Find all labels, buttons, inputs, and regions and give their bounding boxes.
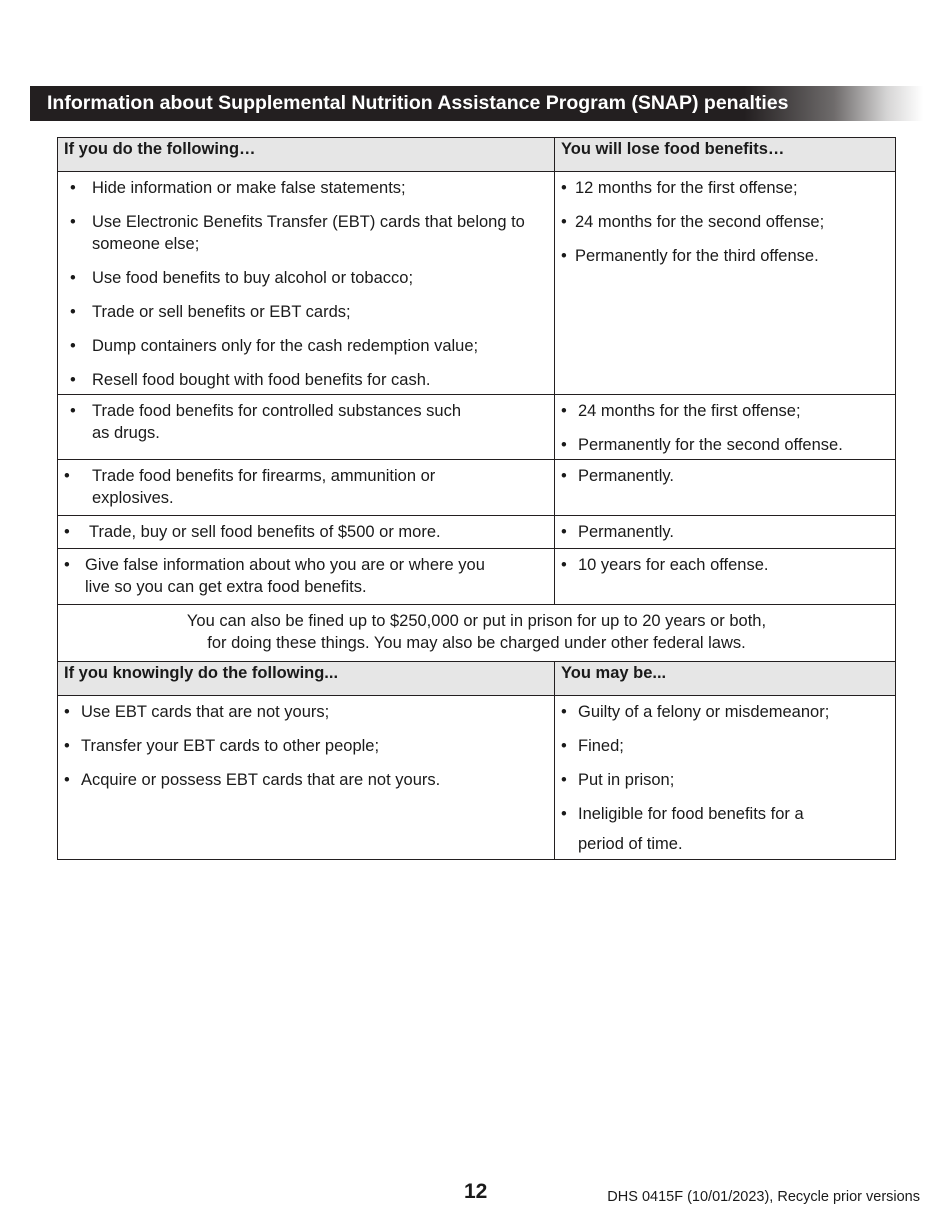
list-item: • Resell food bought with food benefits for cash.	[64, 369, 548, 391]
actions-cell	[58, 395, 555, 460]
list-item: • Trade food benefits for firearms, ammunition or explosives.	[64, 465, 548, 509]
actions-cell	[58, 460, 555, 516]
header-penalties: You will lose food benefits…	[555, 138, 896, 172]
fine-note-row	[58, 605, 896, 662]
header-knowingly-actions: If you knowingly do the following...	[58, 662, 555, 696]
list-item: • 24 months for the first offense;	[561, 400, 889, 422]
actions-cell	[58, 516, 555, 549]
consequences-cell	[555, 696, 896, 860]
penalties-cell	[555, 172, 896, 395]
list-item: • Trade, buy or sell food benefits of $500 or more.	[64, 521, 548, 543]
table-header-row	[58, 138, 896, 172]
table-row	[58, 549, 896, 605]
fine-note-line: You can also be fined up to $250,000 or put in prison for up to 20 years or both,	[186, 612, 767, 630]
form-footer: DHS 0415F (10/01/2023), Recycle prior versions	[607, 1189, 920, 1205]
actions-list	[64, 554, 548, 598]
list-item: • Dump containers only for the cash redemption value;	[64, 335, 548, 357]
consequences-list	[561, 697, 889, 859]
section-banner: Information about Supplemental Nutrition Assistance Program (SNAP) penalties	[30, 86, 923, 121]
list-item: • Use Electronic Benefits Transfer (EBT) cards that belong to someone else;	[64, 211, 548, 255]
table-row	[58, 696, 896, 860]
snap-penalties-table	[57, 137, 896, 860]
list-item: • Permanently.	[561, 521, 889, 543]
penalties-cell	[555, 395, 896, 460]
list-item: • 24 months for the second offense;	[561, 211, 889, 233]
list-item: • Trade food benefits for controlled substances such as drugs.	[64, 400, 548, 444]
actions-cell	[58, 172, 555, 395]
list-item: • Give false information about who you are or where you live so you can get extra food benefits.	[64, 554, 548, 598]
table-row	[58, 460, 896, 516]
penalties-list	[561, 177, 889, 267]
table-row	[58, 172, 896, 395]
actions-list	[64, 400, 548, 444]
table-row	[58, 395, 896, 460]
list-item: • 12 months for the first offense;	[561, 177, 889, 199]
list-item: • Use food benefits to buy alcohol or tobacco;	[64, 267, 548, 289]
list-item: • Hide information or make false statements;	[64, 177, 548, 199]
penalties-list	[561, 400, 889, 456]
fine-note	[58, 605, 896, 662]
list-item: • Put in prison;	[561, 765, 889, 795]
list-item: • Trade or sell benefits or EBT cards;	[64, 301, 548, 323]
list-item: • Ineligible for food benefits for a period of time.	[561, 799, 889, 859]
penalties-list	[561, 554, 889, 576]
list-item: • Acquire or possess EBT cards that are not yours.	[64, 769, 548, 791]
header-consequences: You may be...	[555, 662, 896, 696]
actions-cell	[58, 549, 555, 605]
list-item: • Guilty of a felony or misdemeanor;	[561, 697, 889, 727]
list-item: • Use EBT cards that are not yours;	[64, 701, 548, 723]
penalties-cell	[555, 516, 896, 549]
list-item: • Permanently.	[561, 465, 889, 487]
page-number: 12	[464, 1180, 488, 1203]
list-item: • Permanently for the second offense.	[561, 434, 889, 456]
actions-list	[64, 177, 548, 391]
actions-list	[64, 465, 548, 509]
table-row	[58, 516, 896, 549]
list-item: • Transfer your EBT cards to other people;	[64, 735, 548, 757]
actions-cell	[58, 696, 555, 860]
actions-list	[64, 521, 548, 543]
actions-list	[64, 701, 548, 791]
penalties-list	[561, 521, 889, 543]
list-item: • Permanently for the third offense.	[561, 245, 889, 267]
header-actions: If you do the following…	[58, 138, 555, 172]
penalties-cell	[555, 460, 896, 516]
penalties-list	[561, 465, 889, 487]
fine-note-line: for doing these things. You may also be charged under other federal laws.	[207, 634, 746, 652]
list-item: • 10 years for each offense.	[561, 554, 889, 576]
table-header-row	[58, 662, 896, 696]
penalties-cell	[555, 549, 896, 605]
list-item: • Fined;	[561, 731, 889, 761]
